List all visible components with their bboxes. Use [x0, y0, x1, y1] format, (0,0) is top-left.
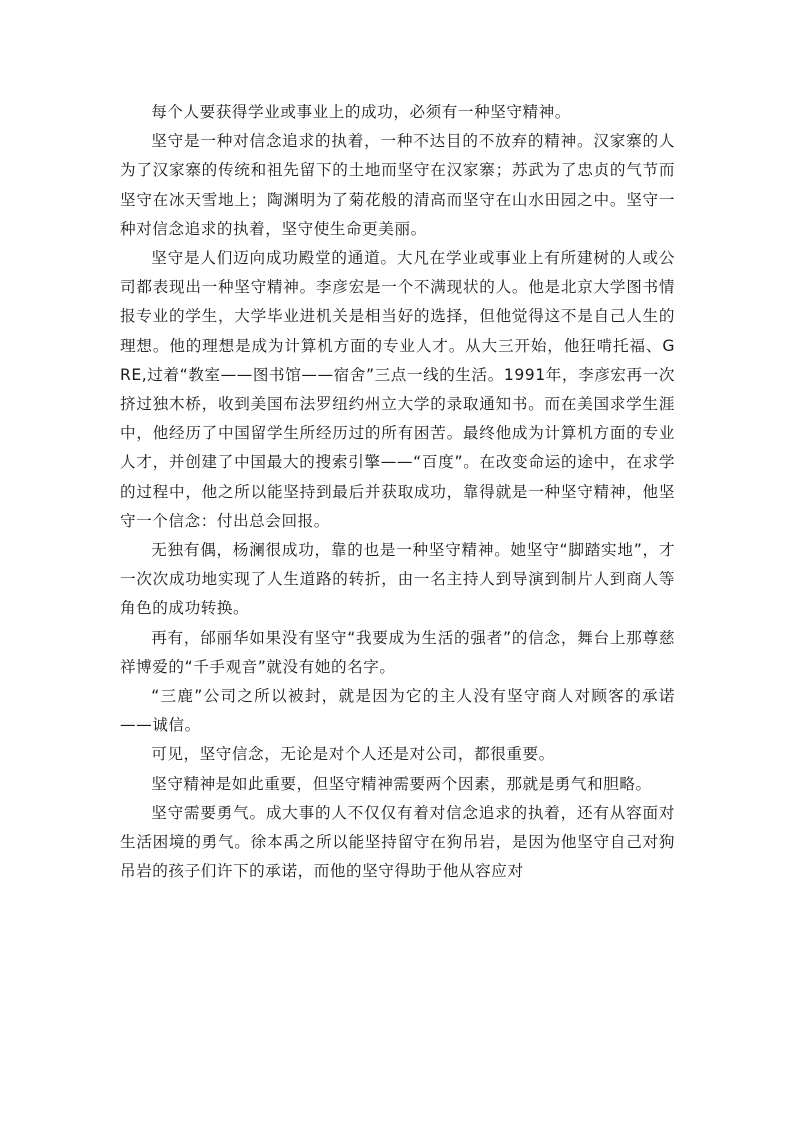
paragraph-conclusion: 可见，坚守信念，无论是对个人还是对公司，都很重要。 — [151, 745, 555, 764]
paragraph-tai-lihua: 再有，邰丽华如果没有坚守“我要成为生活的强者”的信念，舞台上那尊慈祥博爱的“千手观音”就没有她的名字。 — [120, 628, 675, 676]
paragraph-definition: 坚守是一种对信念追求的执着，一种不达目的不放弃的精神。汉家寨的人为了汉家寨的传统和祖先留下的土地而坚守在汉家寨；苏武为了忠贞的气节而坚守在冰天雪地上；陶渊明为了菊花般的清高而坚守在山水田园之中。坚守一种对信念追求的执着，坚守使生命更美丽。 — [120, 132, 675, 238]
paragraph-courage: 坚守需要勇气。成大事的人不仅仅有着对信念追求的执着，还有从容面对生活困境的勇气。徐本禹之所以能坚持留守在狗吊岩，是因为他坚守自己对狗吊岩的孩子们许下的承诺，而他的坚守得助于他从容应对 — [120, 803, 675, 881]
paragraph-factors: 坚守精神是如此重要，但坚守精神需要两个因素，那就是勇气和胆略。 — [151, 774, 652, 793]
document-body — [120, 98, 675, 886]
paragraph-yang-lan: 无独有偶，杨澜很成功，靠的也是一种坚守精神。她坚守“脚踏实地”，才一次次成功地实现了人生道路的转折，由一名主持人到导演到制片人到商人等角色的成功转换。 — [120, 541, 675, 618]
paragraph-li-yanhong: 坚守是人们迈向成功殿堂的通道。大凡在学业或事业上有所建树的人或公司都表现出一种坚守精神。李彦宏是一个不满现状的人。他是北京大学图书情报专业的学生，大学毕业进机关是相当好的选择，但他觉得这不是自己人生的理想。他的理想是成为计算机方面的专业人才。从大三开始，他狂啃托福、GRE,过着“教室——图书馆——宿舍”三点一线的生活。1991年，李彦宏再一次挤过独木桥，收到美国布法罗纽约州立大学的录取通知书。而在美国求学生涯中，他经历了中国留学生所经历过的所有困苦。最终他成为计算机方面的专业人才，并创建了中国最大的搜索引擎——“百度”。在改变命运的途中，在求学的过程中，他之所以能坚持到最后并获取成功，靠得就是一种坚守精神，他坚守一个信念：付出总会回报。 — [120, 249, 675, 530]
paragraph-sanlu: “三鹿”公司之所以被封，就是因为它的主人没有坚守商人对顾客的承诺——诚信。 — [120, 687, 675, 735]
paragraph-thesis: 每个人要获得学业或事业上的成功，必须有一种坚守精神。 — [151, 103, 571, 121]
